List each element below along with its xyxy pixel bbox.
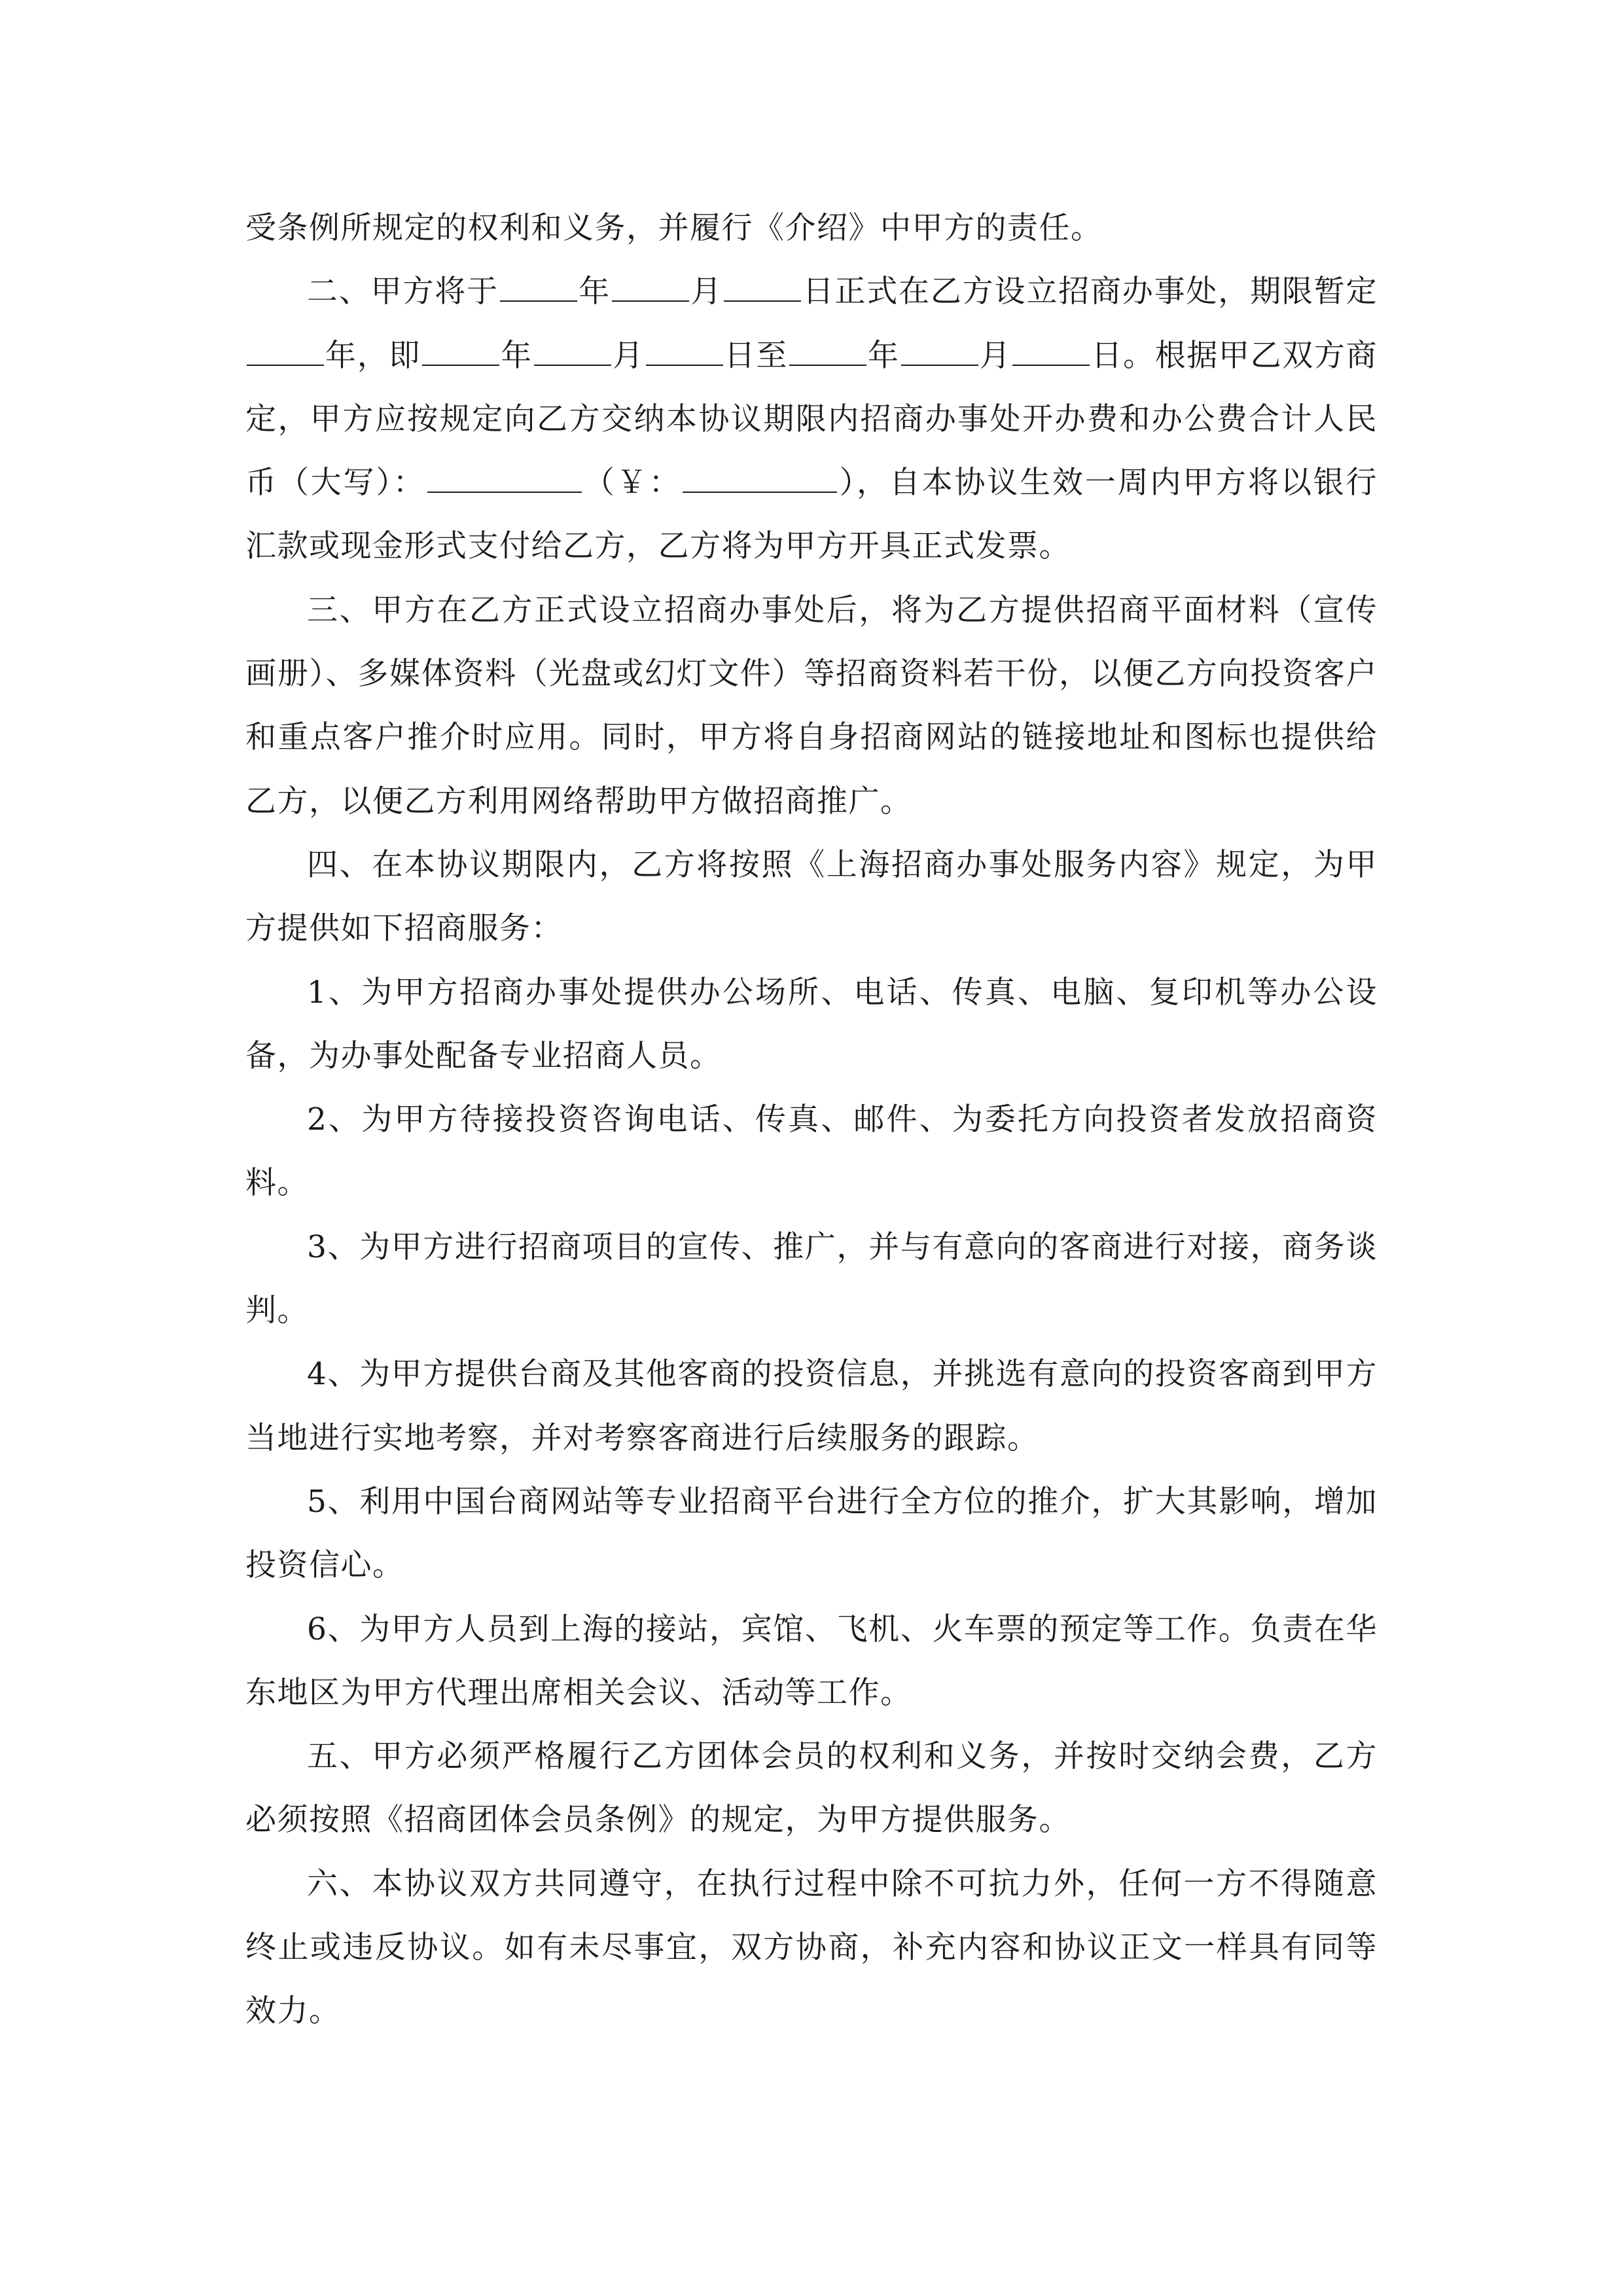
document-body bbox=[245, 196, 1378, 2043]
text-segment: 日至 bbox=[724, 337, 788, 374]
paragraph-item-5: 5、利用中国台商网站等专业招商平台进行全方位的推介，扩大其影响，增加投资信心。 bbox=[245, 1483, 1378, 1584]
fill-in-blank-start-year[interactable] bbox=[500, 272, 577, 302]
paragraph-article-3: 三、甲方在乙方正式设立招商办事处后，将为乙方提供招商平面材料（宣传画册）、多媒体资料（光盘或幻灯文件）等招商资料若干份，以便乙方向投资客户和重点客户推介时应用。同时，甲方将自身招商网站的链接地址和图标也提供给乙方，以便乙方利用网络帮助甲方做招商推广。 bbox=[245, 592, 1378, 819]
fill-in-blank-start-month[interactable] bbox=[612, 272, 689, 302]
text-segment: 月 bbox=[979, 337, 1012, 374]
paragraph-article-2 bbox=[245, 260, 1378, 578]
paragraph-item-3: 3、为甲方进行招商项目的宣传、推广，并与有意向的客商进行对接，商务谈判。 bbox=[245, 1229, 1378, 1329]
paragraph-item-6: 6、为甲方人员到上海的接站，宾馆、飞机、火车票的预定等工作。负责在华东地区为甲方代理出席相关会议、活动等工作。 bbox=[245, 1611, 1378, 1711]
paragraph-article-4: 四、在本协议期限内，乙方将按照《上海招商办事处服务内容》规定，为甲方提供如下招商服务： bbox=[245, 846, 1378, 947]
text-segment: 日正式在乙方设立招商办事处，期限暂定 bbox=[802, 274, 1378, 310]
fill-in-blank-from-day[interactable] bbox=[646, 335, 723, 366]
fill-in-blank-from-year[interactable] bbox=[422, 335, 499, 366]
text-segment: ），自本协议生效一周内甲方将以银行汇款或现金形式支付给乙方，乙方将为甲方开具正式发票。 bbox=[245, 465, 1378, 565]
paragraph-article-6: 六、本协议双方共同遵守，在执行过程中除不可抗力外，任何一方不得随意终止或违反协议。如有未尽事宜，双方协商，补充内容和协议正文一样具有同等效力。 bbox=[245, 1865, 1378, 2030]
paragraph-article-5: 五、甲方必须严格履行乙方团体会员的权利和义务，并按时交纳会费，乙方必须按照《招商团体会员条例》的规定，为甲方提供服务。 bbox=[245, 1738, 1378, 1839]
fill-in-blank-term-years[interactable] bbox=[247, 335, 324, 366]
text-segment: 二、甲方将于 bbox=[307, 274, 499, 310]
fill-in-blank-from-month[interactable] bbox=[534, 335, 611, 366]
fill-in-blank-to-day[interactable] bbox=[1012, 335, 1090, 366]
paragraph-continuation: 受条例所规定的权利和义务，并履行《介绍》中甲方的责任。 bbox=[245, 210, 1103, 246]
text-segment: 年 bbox=[867, 337, 900, 374]
text-segment: 年 bbox=[578, 274, 611, 310]
paragraph-item-2: 2、为甲方待接投资咨询电话、传真、邮件、为委托方向投资者发放招商资料。 bbox=[245, 1102, 1378, 1202]
paragraph-item-1: 1、为甲方招商办事处提供办公场所、电话、传真、电脑、复印机等办公设备，为办事处配备专业招商人员。 bbox=[245, 974, 1378, 1074]
paragraph-item-4: 4、为甲方提供台商及其他客商的投资信息，并挑选有意向的投资客商到甲方当地进行实地考察，并对考察客商进行后续服务的跟踪。 bbox=[245, 1356, 1378, 1456]
text-segment: （￥： bbox=[582, 465, 682, 501]
fill-in-blank-to-year[interactable] bbox=[789, 335, 866, 366]
fill-in-blank-amount-words[interactable] bbox=[427, 463, 582, 493]
text-segment: 月 bbox=[690, 274, 723, 310]
fill-in-blank-start-day[interactable] bbox=[724, 272, 801, 302]
fill-in-blank-amount-figures[interactable] bbox=[683, 463, 837, 493]
text-segment: 月 bbox=[612, 337, 645, 374]
text-segment: 日。根据甲乙双方商定，甲方应按规定向乙方交纳本协议期限内招商办事处开办费和办公费合计人民币（大写）： bbox=[245, 337, 1378, 501]
text-segment: 年，即 bbox=[325, 337, 421, 374]
fill-in-blank-to-month[interactable] bbox=[901, 335, 978, 366]
text-segment: 年 bbox=[501, 337, 533, 374]
